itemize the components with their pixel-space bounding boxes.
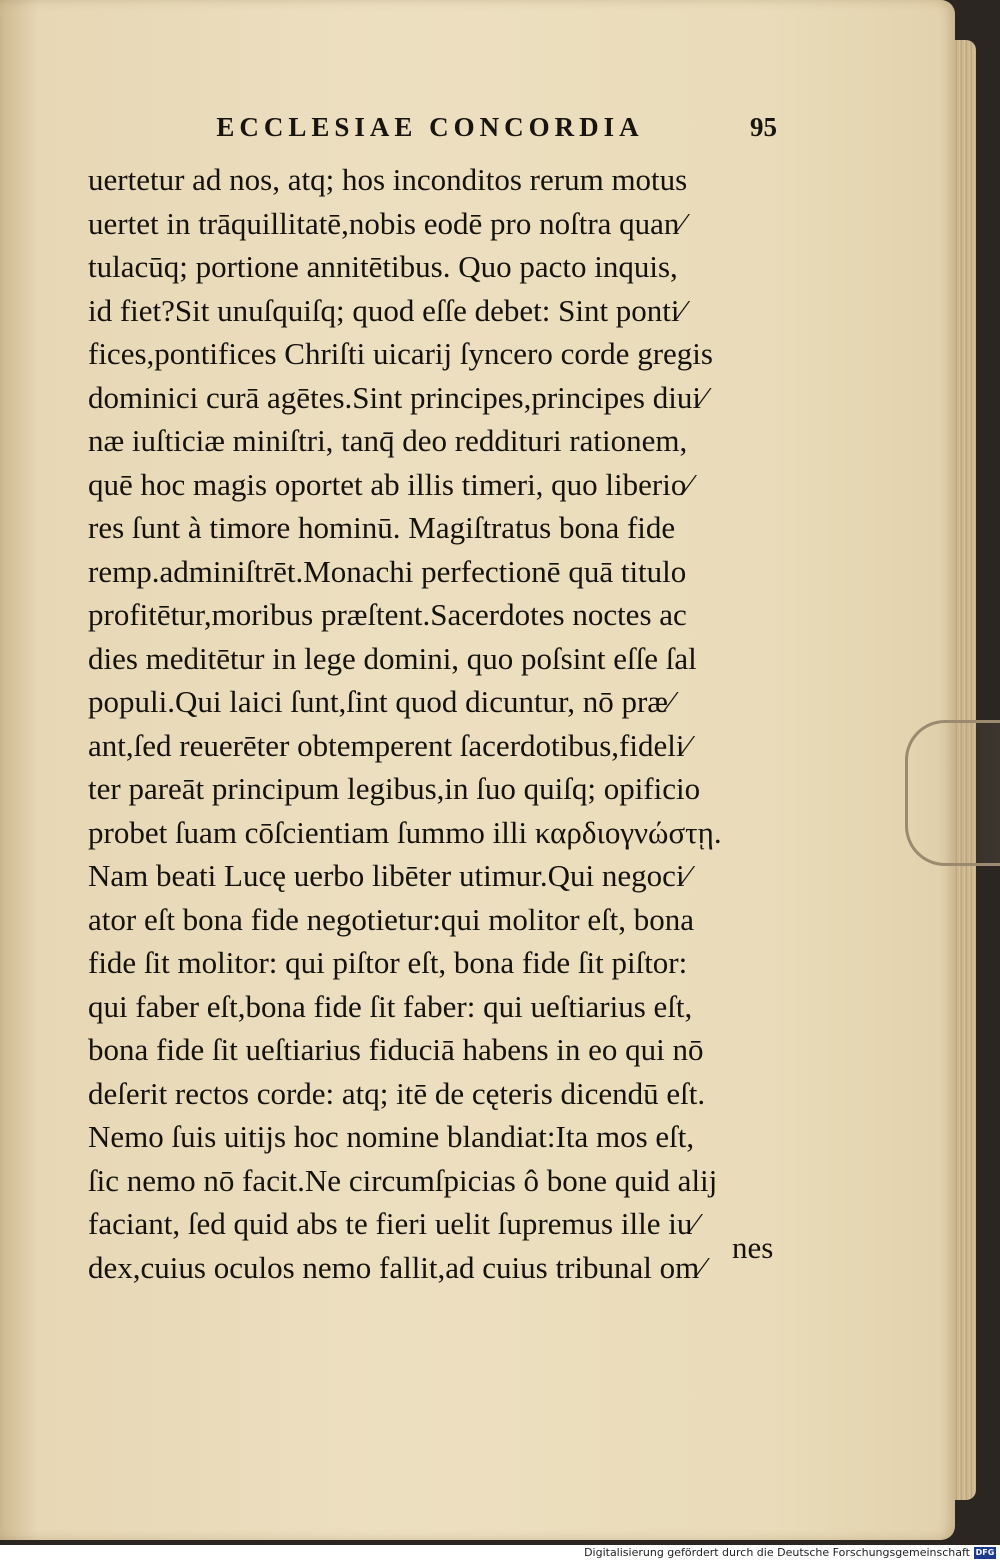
- dfg-logo: DFG: [975, 1548, 995, 1557]
- text-line: bona fide ſit ueſtiarius fiduciā habens in eo qui nō: [88, 1032, 704, 1067]
- text-line: fices,pontifices Chriſti uicarij ſyncero corde gregis: [88, 336, 713, 371]
- text-line: remp.adminiſtrēt.Monachi perfectionē quā titulo: [88, 553, 687, 589]
- text-line: id fiet?Sit unuſquiſq; quod eſſe debet: Sint ponti⁄: [88, 292, 685, 328]
- text-line: Nam beati Lucę uerbo libēter utimur.Qui negoci⁄: [88, 858, 690, 893]
- text-line: dominici curā agētes.Sint principes,principes diui⁄: [88, 379, 707, 415]
- text-line: quē hoc magis oportet ab illis timeri, quo liberio⁄: [88, 466, 692, 502]
- text-line: ter pareāt principum legibus,in ſuo quiſq; opificio: [88, 771, 701, 806]
- text-line: dex,cuius oculos nemo fallit,ad cuius tribunal om⁄: [88, 1249, 705, 1285]
- text-line: faciant, ſed quid abs te fieri uelit ſupremus ille iu⁄: [88, 1206, 698, 1241]
- text-line: profitētur,moribus præſtent.Sacerdotes noctes ac: [88, 597, 687, 632]
- page-number: 95: [750, 112, 777, 142]
- text-line: ator eſt bona fide negotietur:qui molitor eſt, bona: [88, 901, 695, 937]
- text-line: uertet in trāquillitatē,nobis eodē pro noſtra quan⁄: [88, 205, 685, 241]
- digitization-credit: Digitalisierung gefördert durch die Deutsche Forschungsgemeinschaft: [584, 1546, 970, 1559]
- text-line: ant,ſed reuerēter obtemperent ſacerdotibus,fideli⁄: [88, 727, 690, 763]
- text-line: næ iuſticiæ miniſtri, tanq̄ deo reddituri rationem,: [88, 423, 688, 458]
- text-line: qui faber eſt,bona fide ſit faber: qui ueſtiarius eſt,: [88, 988, 693, 1024]
- text-line: probet ſuam cōſcientiam ſummo illi καρδιογνώστῃ.: [88, 814, 722, 850]
- text-line: deſerit rectos corde: atq; itē de cęteris dicendū eſt.: [88, 1075, 706, 1111]
- running-title: ECCLESIAE CONCORDIA: [216, 112, 644, 142]
- text-line: res ſunt à timore hominū. Magiſtratus bona fide: [88, 510, 676, 545]
- text-line: tulacūq; portione annitētibus. Quo pacto inquis,: [88, 249, 678, 284]
- text-line: uertetur ad nos, atq; hos inconditos rerum motus: [88, 162, 688, 197]
- catchword: nes: [732, 1230, 774, 1265]
- clasp-mark: [905, 720, 1000, 866]
- text-line: ſic nemo nō facit.Ne circumſpicias ô bone quid alij: [88, 1162, 718, 1198]
- text-line: dies meditētur in lege domini, quo poſsint eſſe ſal: [88, 640, 697, 676]
- text-line: fide ſit molitor: qui piſtor eſt, bona fide ſit piſtor:: [88, 945, 688, 980]
- text-line: populi.Qui laici ſunt,ſint quod dicuntur, nō præ⁄: [88, 684, 674, 719]
- text-line: Nemo ſuis uitijs hoc nomine blandiat:Ita mos eſt,: [88, 1119, 695, 1154]
- text-block: [88, 158, 800, 1289]
